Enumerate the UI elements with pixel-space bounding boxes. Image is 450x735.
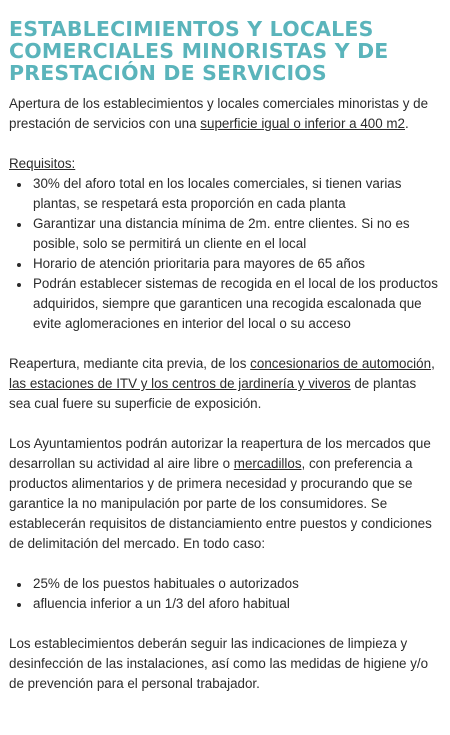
intro-end: . xyxy=(405,116,409,131)
itv-gardens-link[interactable]: las estaciones de ITV y los centros de jardinería y viveros xyxy=(9,376,351,391)
markets-end: , con preferencia a productos alimentarios y de primera necesidad y procurando que se garantice la no manipulación por parte de los consumidores. Se establecerán requisitos de distanciamiento entre puestos y condiciones de delimitación del mercado. En todo caso: xyxy=(9,456,432,551)
reopening-text: Reapertura, mediante cita previa, de los xyxy=(9,356,251,371)
reopening-paragraph xyxy=(9,354,441,414)
markets-list xyxy=(9,574,441,614)
list-item: • 30% del aforo total en los locales comerciales, si tienen varias plantas, se respetará esta proporción en cada planta xyxy=(31,174,441,214)
list-item: • Podrán establecer sistemas de recogida en el local de los productos adquiridos, siempre que garanticen una recogida escalonada que evite aglomeraciones en interior del local o su acceso xyxy=(31,274,441,334)
list-item: • afluencia inferior a un 1/3 del aforo habitual xyxy=(31,594,441,614)
list-item: • Garantizar una distancia mínima de 2m. entre clientes. Si no es posible, solo se permitirá un cliente en el local xyxy=(31,214,441,254)
page-title: ESTABLECIMIENTOS Y LOCALES COMERCIALES MINORISTAS Y DE PRESTACIÓN DE SERVICIOS xyxy=(9,17,389,85)
reopening-end: de plantas sea cual fuere su superficie de exposición. xyxy=(9,376,417,411)
intro-paragraph xyxy=(9,94,441,134)
list-item: • 25% de los puestos habituales o autorizados xyxy=(31,574,441,594)
requirements-section xyxy=(9,154,441,334)
markets-link[interactable]: mercadillos xyxy=(233,456,302,471)
intro-text: Apertura de los establecimientos y locales comerciales minoristas y de prestación de servicios con una xyxy=(9,96,429,131)
requirements-list xyxy=(9,174,441,334)
closing-paragraph: Los establecimientos deberán seguir las indicaciones de limpieza y desinfección de las instalaciones, así como las medidas de higiene y/o de prevención para el personal trabajador. xyxy=(9,636,429,691)
reopening-sep: , xyxy=(431,356,435,371)
list-item: • Horario de atención prioritaria para mayores de 65 años xyxy=(31,254,441,274)
surface-link[interactable]: superficie igual o inferior a 400 m2 xyxy=(200,116,405,131)
markets-text: Los Ayuntamientos podrán autorizar la reapertura de los mercados que desarrollan su actividad al aire libre o xyxy=(9,436,431,471)
requirements-heading: Requisitos: xyxy=(9,156,76,171)
dealerships-link[interactable]: concesionarios de automoción xyxy=(250,356,432,371)
markets-paragraph xyxy=(9,434,441,554)
